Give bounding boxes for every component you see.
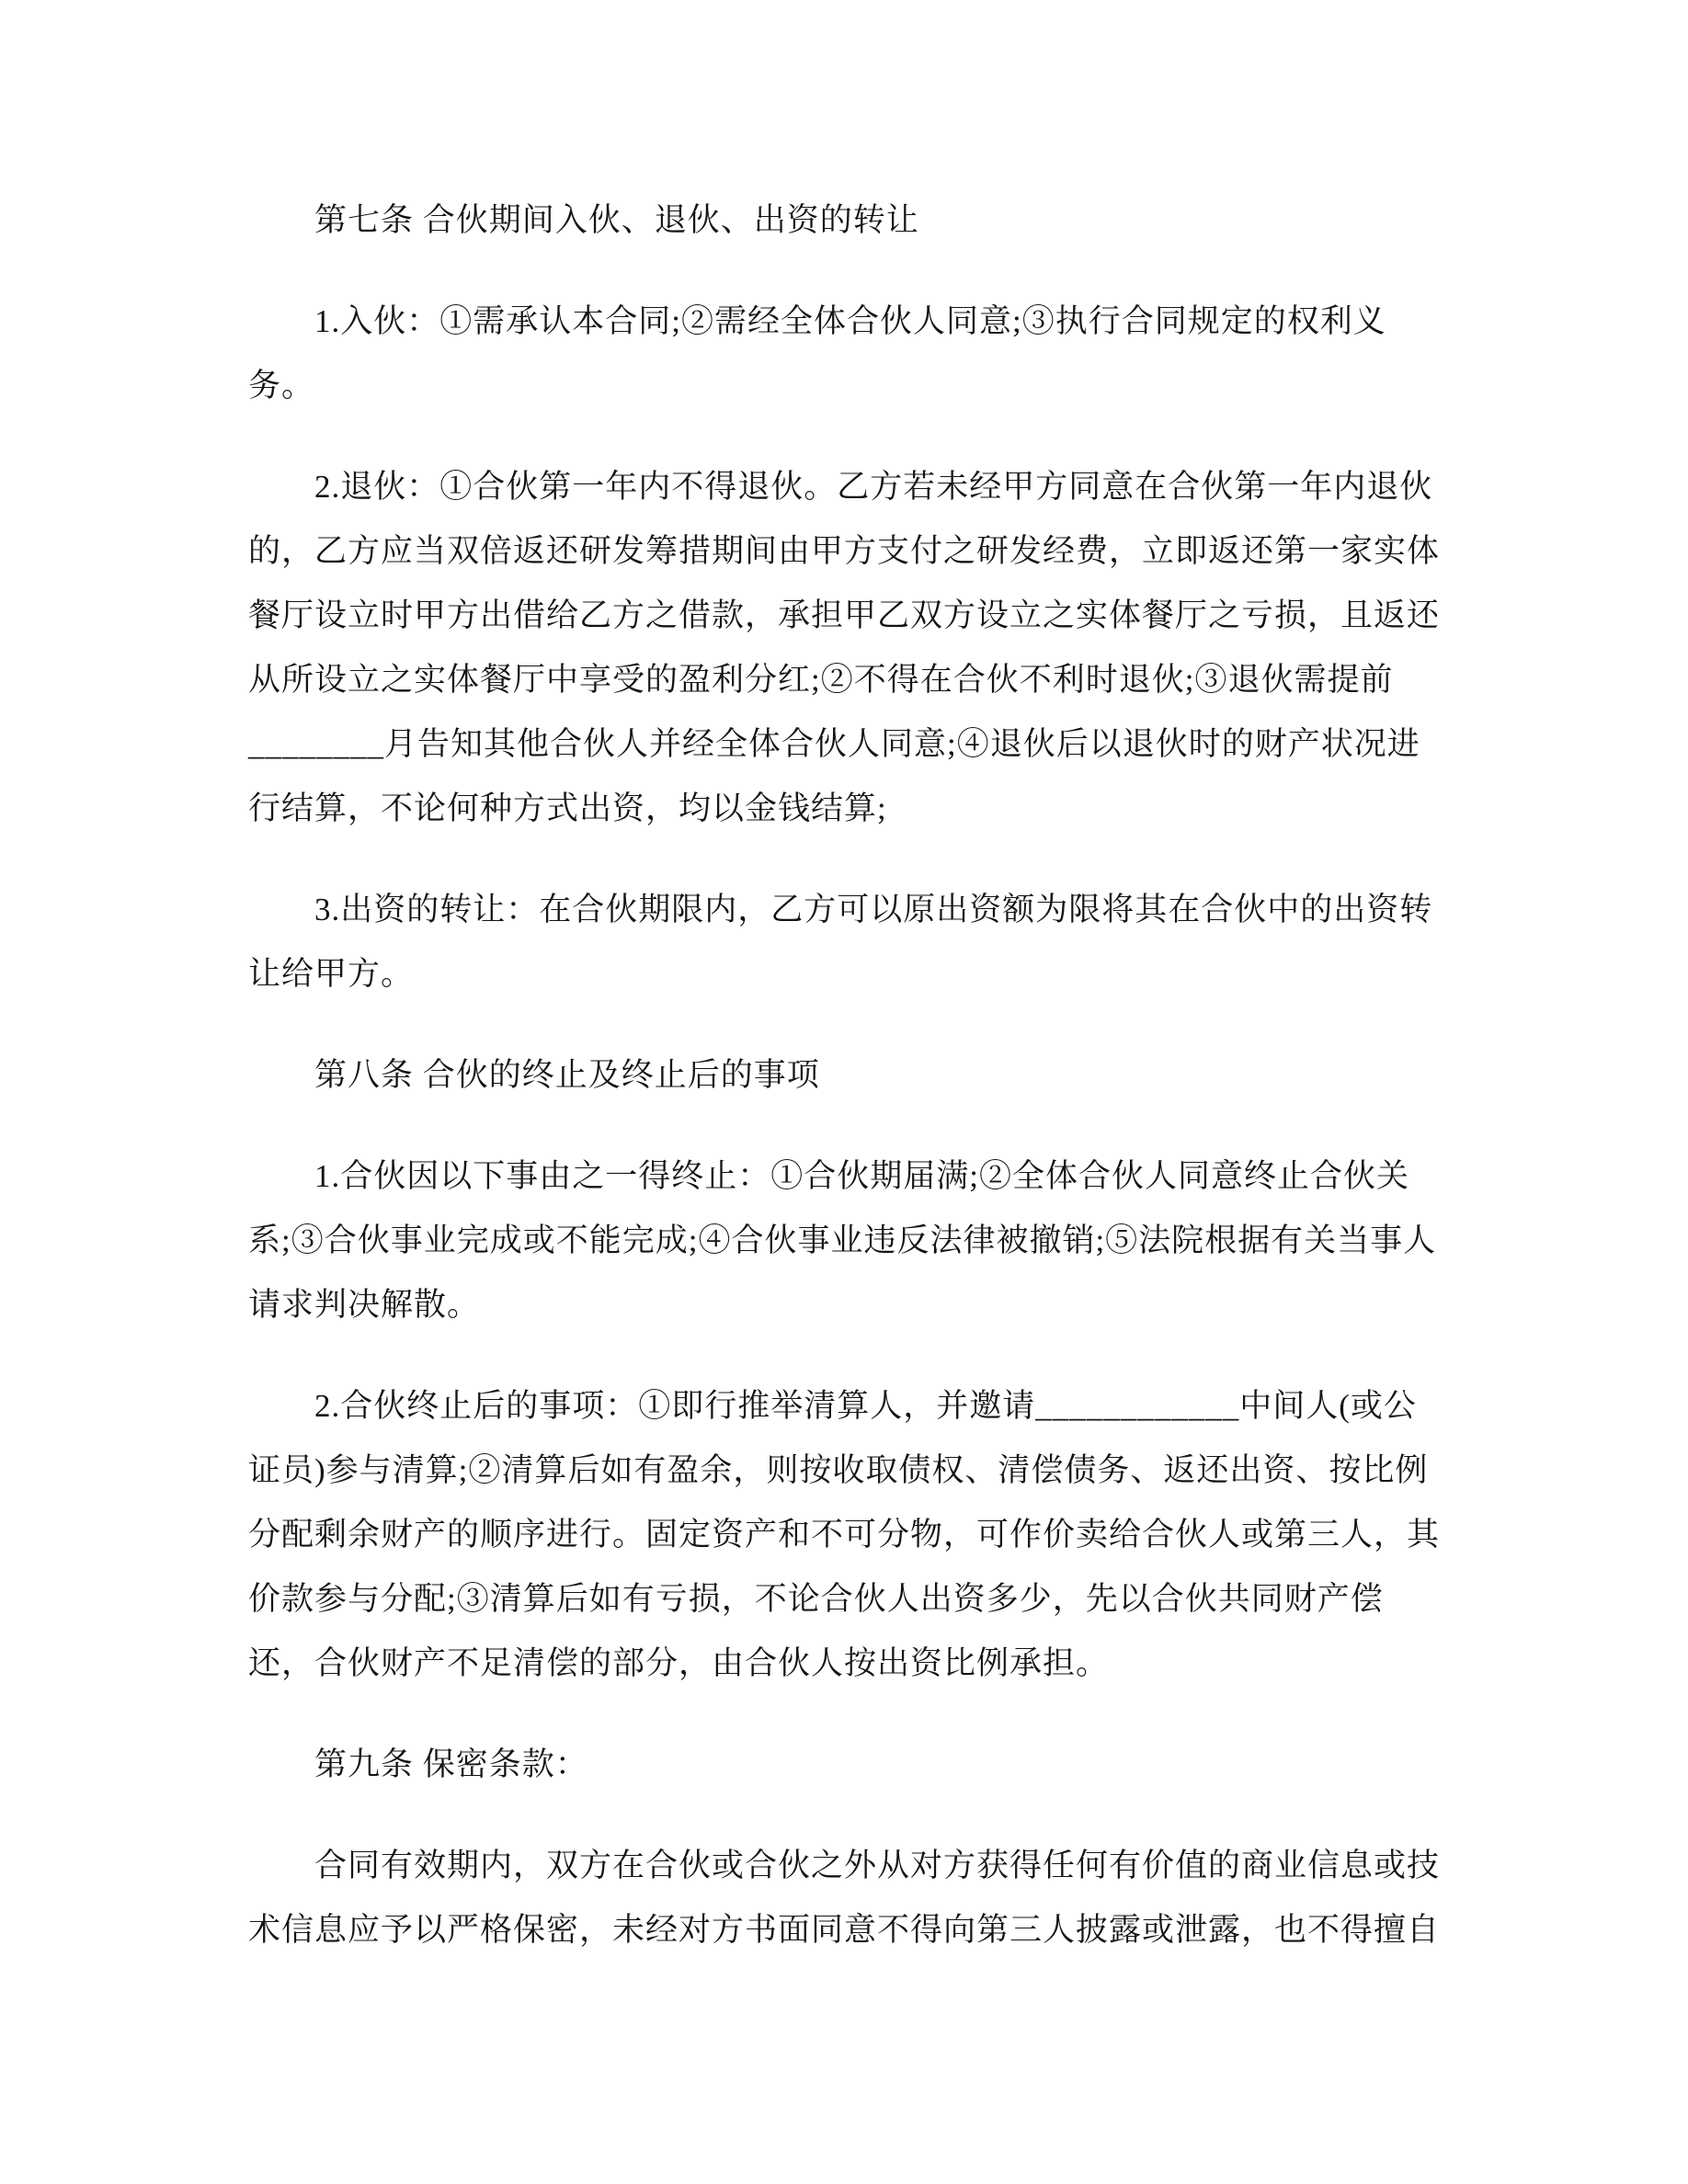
text-line: 还，合伙财产不足清偿的部分，由合伙人按出资比例承担。 bbox=[248, 1645, 1110, 1681]
text-line-with-blank: 2.合伙终止后的事项：①即行推举清算人，并邀请____________中间人(或公 bbox=[314, 1388, 1417, 1424]
heading-line: 第八条 合伙的终止及终止后的事项 bbox=[314, 1057, 820, 1093]
text-line: 合同有效期内，双方在合伙或合伙之外从对方获得任何有价值的商业信息或技 bbox=[314, 1848, 1441, 1883]
text-line: 分配剩余财产的顺序进行。固定资产和不可分物，可作价卖给合伙人或第三人，其 bbox=[248, 1517, 1441, 1553]
text-line: 行结算，不论何种方式出资，均以金钱结算; bbox=[248, 791, 887, 826]
clause-post-termination bbox=[248, 1374, 1443, 1696]
text-line: 务。 bbox=[248, 368, 315, 404]
text-line: 的，乙方应当双倍返还研发筹措期间由甲方支付之研发经费，立即返还第一家实体 bbox=[248, 533, 1441, 569]
clause-withdrawal bbox=[248, 455, 1443, 841]
text-line: 1.入伙：①需承认本合同;②需经全体合伙人同意;③执行合同规定的权利义 bbox=[314, 303, 1386, 339]
article-7-heading bbox=[248, 188, 1443, 253]
text-line: 从所设立之实体餐厅中享受的盈利分红;②不得在合伙不利时退伙;③退伙需提前 bbox=[248, 662, 1394, 698]
text-line: 3.出资的转让：在合伙期限内，乙方可以原出资额为限将其在合伙中的出资转 bbox=[314, 892, 1433, 927]
text-line: 价款参与分配;③清算后如有亏损，不论合伙人出资多少，先以合伙共同财产偿 bbox=[248, 1581, 1384, 1617]
heading-line: 第七条 合伙期间入伙、退伙、出资的转让 bbox=[314, 202, 919, 238]
clause-capital-transfer bbox=[248, 878, 1443, 1007]
heading-line: 第九条 保密条款： bbox=[314, 1746, 588, 1782]
text-line: 请求判决解散。 bbox=[248, 1287, 481, 1323]
article-8-heading bbox=[248, 1043, 1443, 1108]
text-line-with-blank: ________月告知其他合伙人并经全体合伙人同意;④退伙后以退伙时的财产状况进 bbox=[248, 726, 1420, 762]
clause-confidentiality bbox=[248, 1834, 1443, 1962]
clause-joining bbox=[248, 290, 1443, 418]
text-line: 证员)参与清算;②清算后如有盈余，则按收取债权、清偿债务、返还出资、按比例 bbox=[248, 1452, 1429, 1488]
text-line: 餐厅设立时甲方出借给乙方之借款，承担甲乙双方设立之实体餐厅之亏损，且返还 bbox=[248, 597, 1441, 633]
text-line: 术信息应予以严格保密，未经对方书面同意不得向第三人披露或泄露，也不得擅自 bbox=[248, 1912, 1441, 1948]
text-line: 系;③合伙事业完成或不能完成;④合伙事业违反法律被撤销;⑤法院根据有关当事人 bbox=[248, 1223, 1437, 1258]
text-line: 2.退伙：①合伙第一年内不得退伙。乙方若未经甲方同意在合伙第一年内退伙 bbox=[314, 469, 1433, 505]
text-line: 1.合伙因以下事由之一得终止：①合伙期届满;②全体合伙人同意终止合伙关 bbox=[314, 1158, 1409, 1194]
article-9-heading bbox=[248, 1733, 1443, 1797]
clause-termination-causes bbox=[248, 1144, 1443, 1337]
text-line: 让给甲方。 bbox=[248, 956, 415, 992]
